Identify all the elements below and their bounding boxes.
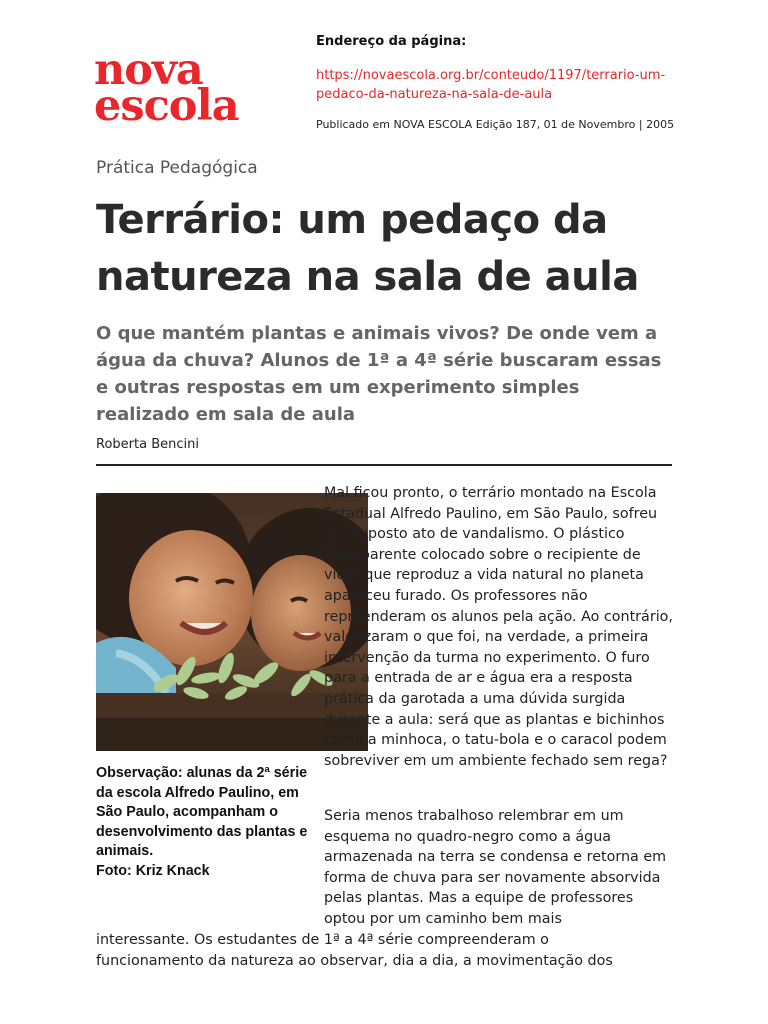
article-subtitle: O que mantém plantas e animais vivos? De onde vem a água da chuva? Alunos de 1ª a 4ª série buscaram essas e outras respostas em um experimento simples realizado em sala de aula — [96, 323, 662, 425]
photo-credit: Foto: Kriz Knack — [96, 862, 210, 879]
caption-text: Observação: alunas da 2ª série da escola Alfredo Paulino, em São Paulo, acompanham o desenvolvimento das plantas e animais. — [96, 765, 308, 859]
logo-line-1: nova — [94, 45, 203, 95]
article-title: Terrário: um pedaço da natureza na sala de aula — [96, 197, 639, 300]
address-label: Endereço da página: — [316, 34, 467, 49]
nova-escola-logo — [94, 45, 274, 131]
section-label: Prática Pedagógica — [96, 158, 258, 178]
body-line-full-2: funcionamento da natureza ao observar, dia a dia, a movimentação dos — [96, 953, 613, 969]
publication-info: Publicado em NOVA ESCOLA Edição 187, 01 de Novembro | 2005 — [316, 118, 675, 131]
body-line-full-1: interessante. Os estudantes de 1ª a 4ª série compreenderam o — [96, 932, 549, 948]
page-url-link[interactable]: https://novaescola.org.br/conteudo/1197/terrario-um-pedaco-da-natureza-na-sala-de-aula — [316, 68, 666, 102]
body-paragraph-1: Mal ficou pronto, o terrário montado na Escola Estadual Alfredo Paulino, em São Paulo, sofreu um suposto ato de vandalismo. O plástico transparente colocado sobre o recipiente de vidro que reproduz a vida natural no planeta apareceu furado. Os professores não repreenderam os alunos pela ação. Ao contrário, valorizaram o que foi, na verdade, a primeira intervenção da turma no experimento. O furo para a entrada de ar e água era a resposta prática da garotada a uma dúvida surgida durante a aula: será que as plantas e bichinhos como a minhoca, o tatu-bola e o caracol podem sobreviver em um ambiente fechado sem rega? — [324, 485, 673, 769]
body-paragraph-2: Seria menos trabalhoso relembrar em um esquema no quadro-negro como a água armazenada na terra se condensa e retorna em forma de chuva para ser novamente absorvida pelas plantas. Mas a equipe de professores optou por um caminho bem mais — [324, 808, 667, 927]
author-name: Roberta Bencini — [96, 437, 199, 452]
divider — [96, 464, 672, 466]
photo-caption — [96, 764, 311, 881]
logo-line-2: escola — [94, 81, 239, 131]
